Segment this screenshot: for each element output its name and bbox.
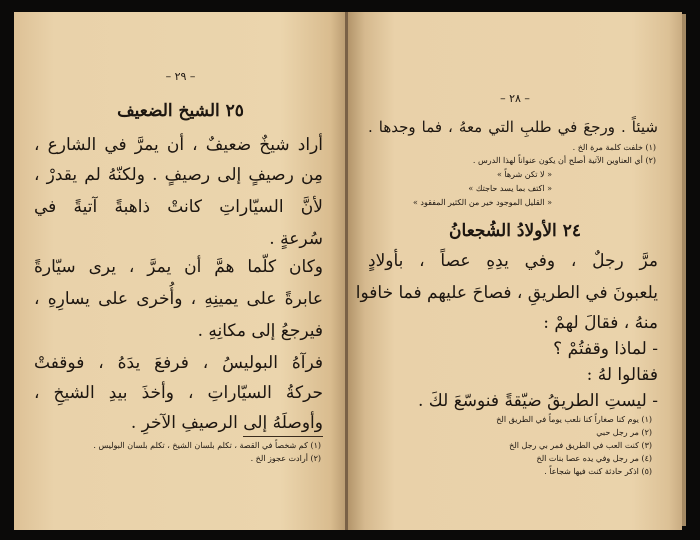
right-page: [348, 12, 682, 530]
exercise-note: (١) خلفت كلمة مرة الخ .: [572, 143, 656, 152]
text-line: - لماذا وقفتُمْ ؟: [553, 339, 658, 359]
text-line: مرَّ رجلٌ ، وفي يدِهِ عصاً ، بأولادٍ: [368, 251, 658, 271]
page-edge: [682, 14, 686, 526]
text-line: وأوصلَهُ إلى الرصيفِ الآخرِ .: [130, 413, 323, 433]
text-line: عابرةً على يمينِهِ ، وأُخرى على يسارِهِ ،: [34, 289, 323, 309]
text-line: لأنَّ السيّاراتِ كانتْ ذاهبةً آتيةً في: [34, 197, 323, 217]
exercise-note: « لا تكن شرهاً »: [496, 170, 552, 179]
text-line: فقالوا لهُ :: [586, 365, 658, 385]
exercise-item: (٣) كنت العب في الطريق فمر بي رجل الخ: [509, 441, 652, 450]
exercise-note: « اكتف بما يسد حاجتك »: [468, 184, 552, 193]
text-line: - ليستِ الطريقُ ضيّقةً فنوسّعَ لكَ .: [418, 391, 658, 411]
text-line: شيئاً . ورجعَ في طلبِ التي معهُ ، فما وجدها .: [368, 118, 658, 136]
exercise-item: (٤) مر رجل وفي يده عصا بنات الخ: [536, 454, 652, 463]
left-page: [14, 12, 347, 530]
page-number: – ٢٩ –: [165, 70, 196, 83]
exercise-item: (٢) مر رجل حبي: [596, 428, 652, 437]
text-line: سُرعةٍ .: [269, 229, 323, 249]
divider: [243, 436, 323, 437]
text-line: فرآهُ البوليسُ ، فرفعَ يدَهُ ، فوقفتْ: [34, 353, 323, 373]
exercise-item: (١) يوم كنا صغاراً كنا نلعب يوماً في الطريق الخ: [496, 415, 652, 424]
exercise-item: (٥) اذكر حادثة كنت فيها شجاعاً .: [544, 467, 652, 476]
text-line: حركةُ السيّاراتِ ، وأخذَ بيدِ الشيخِ ،: [34, 383, 323, 403]
exercise-note: « القليل الموجود خير من الكثير المفقود »: [412, 198, 552, 207]
text-line: وكان كلّما همَّ أن يمرَّ ، يرى سيّارةً: [34, 257, 323, 277]
story-title: ٢٥ الشيخ الضعيف: [117, 101, 244, 121]
text-line: يلعبونَ في الطريقِ ، فصاحَ عليهم فما خافوا: [355, 283, 658, 303]
text-line: مِن رصيفٍ إلى رصيفٍ . ولكنّهُ لم يقدرْ ،: [34, 165, 323, 185]
story-title: ٢٤ الأولادُ الشُجعانُ: [449, 221, 581, 241]
exercise-note: (١) كم شخصاً في القصة ، تكلم بلسان الشيخ ، تكلم بلسان البوليس .: [93, 441, 321, 450]
exercise-note: (٢) أرادت عجوز الخ .: [250, 454, 321, 463]
text-line: منهُ ، فقالَ لهمْ :: [543, 313, 658, 333]
exercise-note: (٢) أي العناوين الآتية أصلح أن يكون عنواناً لهذا الدرس .: [472, 156, 656, 165]
page-number: – ٢٨ –: [500, 92, 530, 105]
text-line: فيرجعُ إلى مكانِهِ .: [197, 321, 323, 341]
text-line: أراد شيخٌ ضعيفٌ ، أن يمرَّ في الشارع ،: [34, 135, 323, 155]
